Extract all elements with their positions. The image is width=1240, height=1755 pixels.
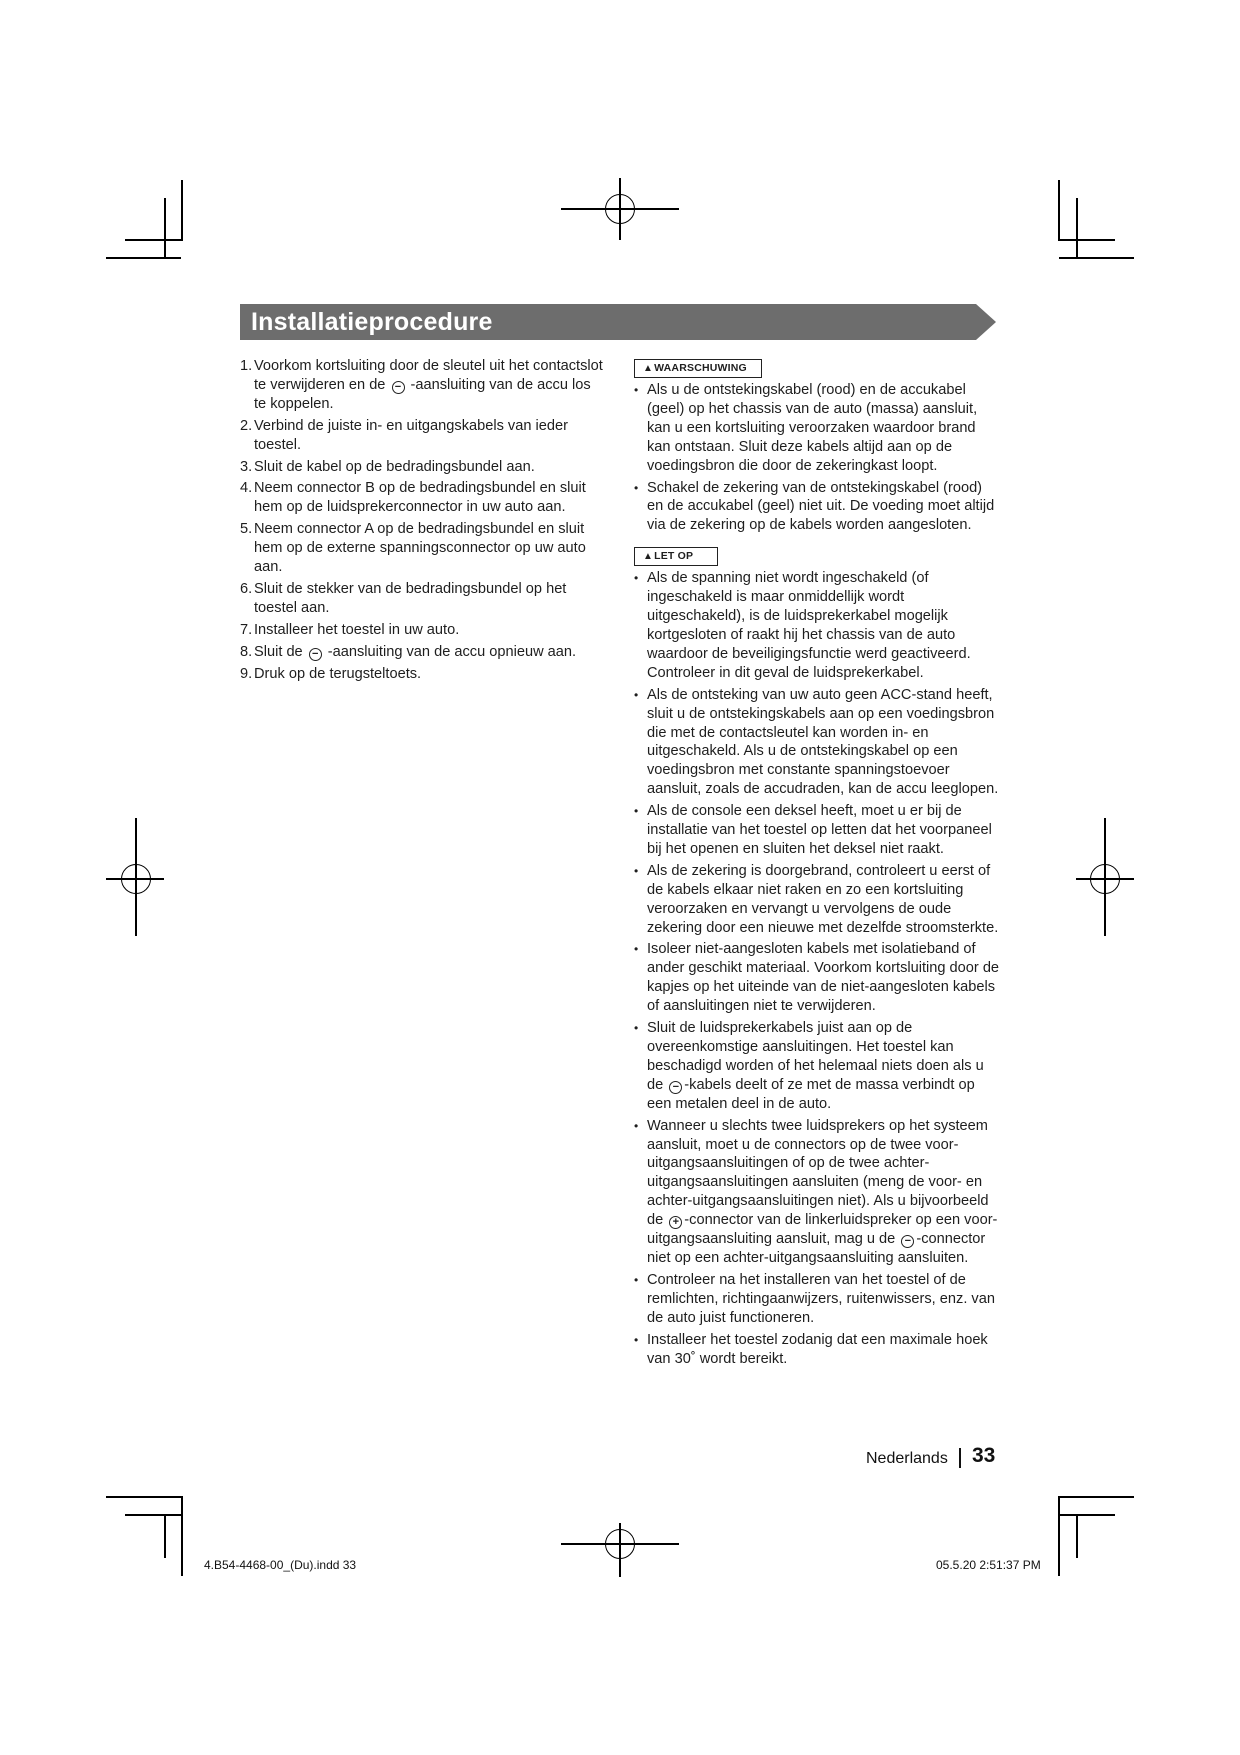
caution-item: • Installeer het toestel zodanig dat een maximale hoek van 30˚ wordt bereikt.	[634, 1331, 1000, 1369]
page-title: Installatieprocedure	[251, 308, 493, 336]
step-item: 3. Sluit de kabel op de bedradingsbundel aan.	[240, 458, 535, 475]
slug-filename: 4.B54-4468-00_(Du).indd 33	[204, 1558, 357, 1572]
minus-sign-icon: −	[392, 381, 405, 394]
plus-sign-icon: +	[669, 1216, 682, 1229]
caution-item: • Als de zekering is doorgebrand, controleert u eerst of de kabels elkaar niet raken en zo een kortsluiting veroorzaken en vervangt u vervolgens de oude zekering door een nieuwe met dezelfde stroomsterkte.	[634, 862, 1000, 938]
caution-item: • Isoleer niet-aangesloten kabels met isolatieband of ander geschikt materiaal. Voorkom kortsluiting door de kapjes op het uiteinde van de niet-aangesloten kabels of aansluitingen niet te verwijderen.	[634, 940, 1000, 1016]
warning-triangle-icon: ▲	[643, 363, 654, 374]
footer-separator	[959, 1448, 961, 1468]
minus-sign-icon: −	[669, 1081, 682, 1094]
warning-item: • Schakel de zekering van de ontstekingskabel (rood) en de accukabel (geel) niet uit. De voeding moet altijd via de zekering op de kabels worden aangesloten.	[634, 479, 1000, 536]
caution-item: • Als de ontsteking van uw auto geen ACC-stand heeft, sluit u de ontstekingskabels aan op een voedingsbron die met de contactsleutel kan worden in- en uitgeschakeld. Als u de ontstekingskabel op een voedingsbron met constante spanningstoevoer aansluit, zoals de accudraden, kan de accu leeglopen.	[634, 686, 1000, 799]
caution-item: • Controleer na het installeren van het toestel of de remlichten, richtingaanwijzers, ruitenwissers, enz. van de auto juist functioneren.	[634, 1271, 1000, 1328]
minus-sign-icon: −	[309, 648, 322, 661]
warning-badge: ▲WAARSCHUWING	[634, 359, 762, 378]
safety-notes	[634, 358, 1000, 1371]
step-item: 1. Voorkom kortsluiting door de sleutel uit het contactslot te verwijderen en de − -aansluiting van de accu los te koppelen.	[240, 358, 603, 412]
caution-item: • Sluit de luidsprekerkabels juist aan op de overeenkomstige aansluitingen. Het toestel kan beschadigd worden of het helemaal niets doen als u de − -kabels deelt of ze met de massa verbindt op een metalen deel in de auto.	[634, 1019, 1000, 1114]
minus-sign-icon: −	[901, 1235, 914, 1248]
warning-item: • Als u de ontstekingskabel (rood) en de accukabel (geel) op het chassis van de auto (massa) aansluit, kan u een kortsluiting veroorzaken waardoor brand kan ontstaan. Sluit deze kabels altijd aan op de voedingsbron die door de zekeringkast loopt.	[634, 381, 1000, 476]
title-banner-arrow	[976, 304, 996, 340]
step-item: 5. Neem connector A op de bedradingsbundel en sluit hem op de externe spanningsconnector op uw auto aan.	[240, 521, 586, 576]
step-item: 6. Sluit de stekker van de bedradingsbundel op het toestel aan.	[240, 580, 567, 616]
step-item: 4. Neem connector B op de bedradingsbundel en sluit hem op de luidsprekerconnector in uw auto aan.	[240, 480, 586, 516]
footer-language: Nederlands	[866, 1450, 948, 1467]
installation-steps	[240, 357, 606, 687]
caution-triangle-icon: ▲	[643, 551, 654, 563]
caution-badge: ▲LET OP	[634, 547, 718, 566]
step-item: 7. Installeer het toestel in uw auto.	[240, 621, 460, 638]
caution-list	[634, 569, 1000, 1368]
caution-item: • Als de spanning niet wordt ingeschakeld (of ingeschakeld is maar onmiddellijk wordt uitgeschakeld), is de luidsprekerkabel mogelijk kortgesloten of raakt hij het chassis van de auto waardoor de beveiligingsfunctie werd geactiveerd. Controleer in dit geval de luidsprekerkabel.	[634, 569, 1000, 682]
step-item: 8. Sluit de − -aansluiting van de accu opnieuw aan.	[240, 643, 577, 660]
caution-item: • Als de console een deksel heeft, moet u er bij de installatie van het toestel op letten dat het voorpaneel bij het openen en sluiten het deksel niet raakt.	[634, 802, 1000, 859]
step-item: 2. Verbind de juiste in- en uitgangskabels van ieder toestel.	[240, 417, 568, 453]
warning-list	[634, 381, 1000, 535]
slug-datetime: 05.5.20 2:51:37 PM	[936, 1558, 1041, 1572]
page-number: 33	[972, 1444, 996, 1467]
caution-item: • Wanneer u slechts twee luidsprekers op het systeem aansluit, moet u de connectors op de twee voor-uitgangsaansluitingen of op de twee achter-uitgangsaansluitingen aansluiten (meng de voor- en achter-uitgangsaansluitingen niet). Als u bijvoorbeeld de + -connector van de linkerluidspreker op een voor-uitgangsaansluiting aansluit, mag u de − -connector niet op een achter-uitgangsaansluiting aansluiten.	[634, 1117, 1000, 1268]
step-item: 9. Druk op de terugsteltoets.	[240, 665, 422, 682]
